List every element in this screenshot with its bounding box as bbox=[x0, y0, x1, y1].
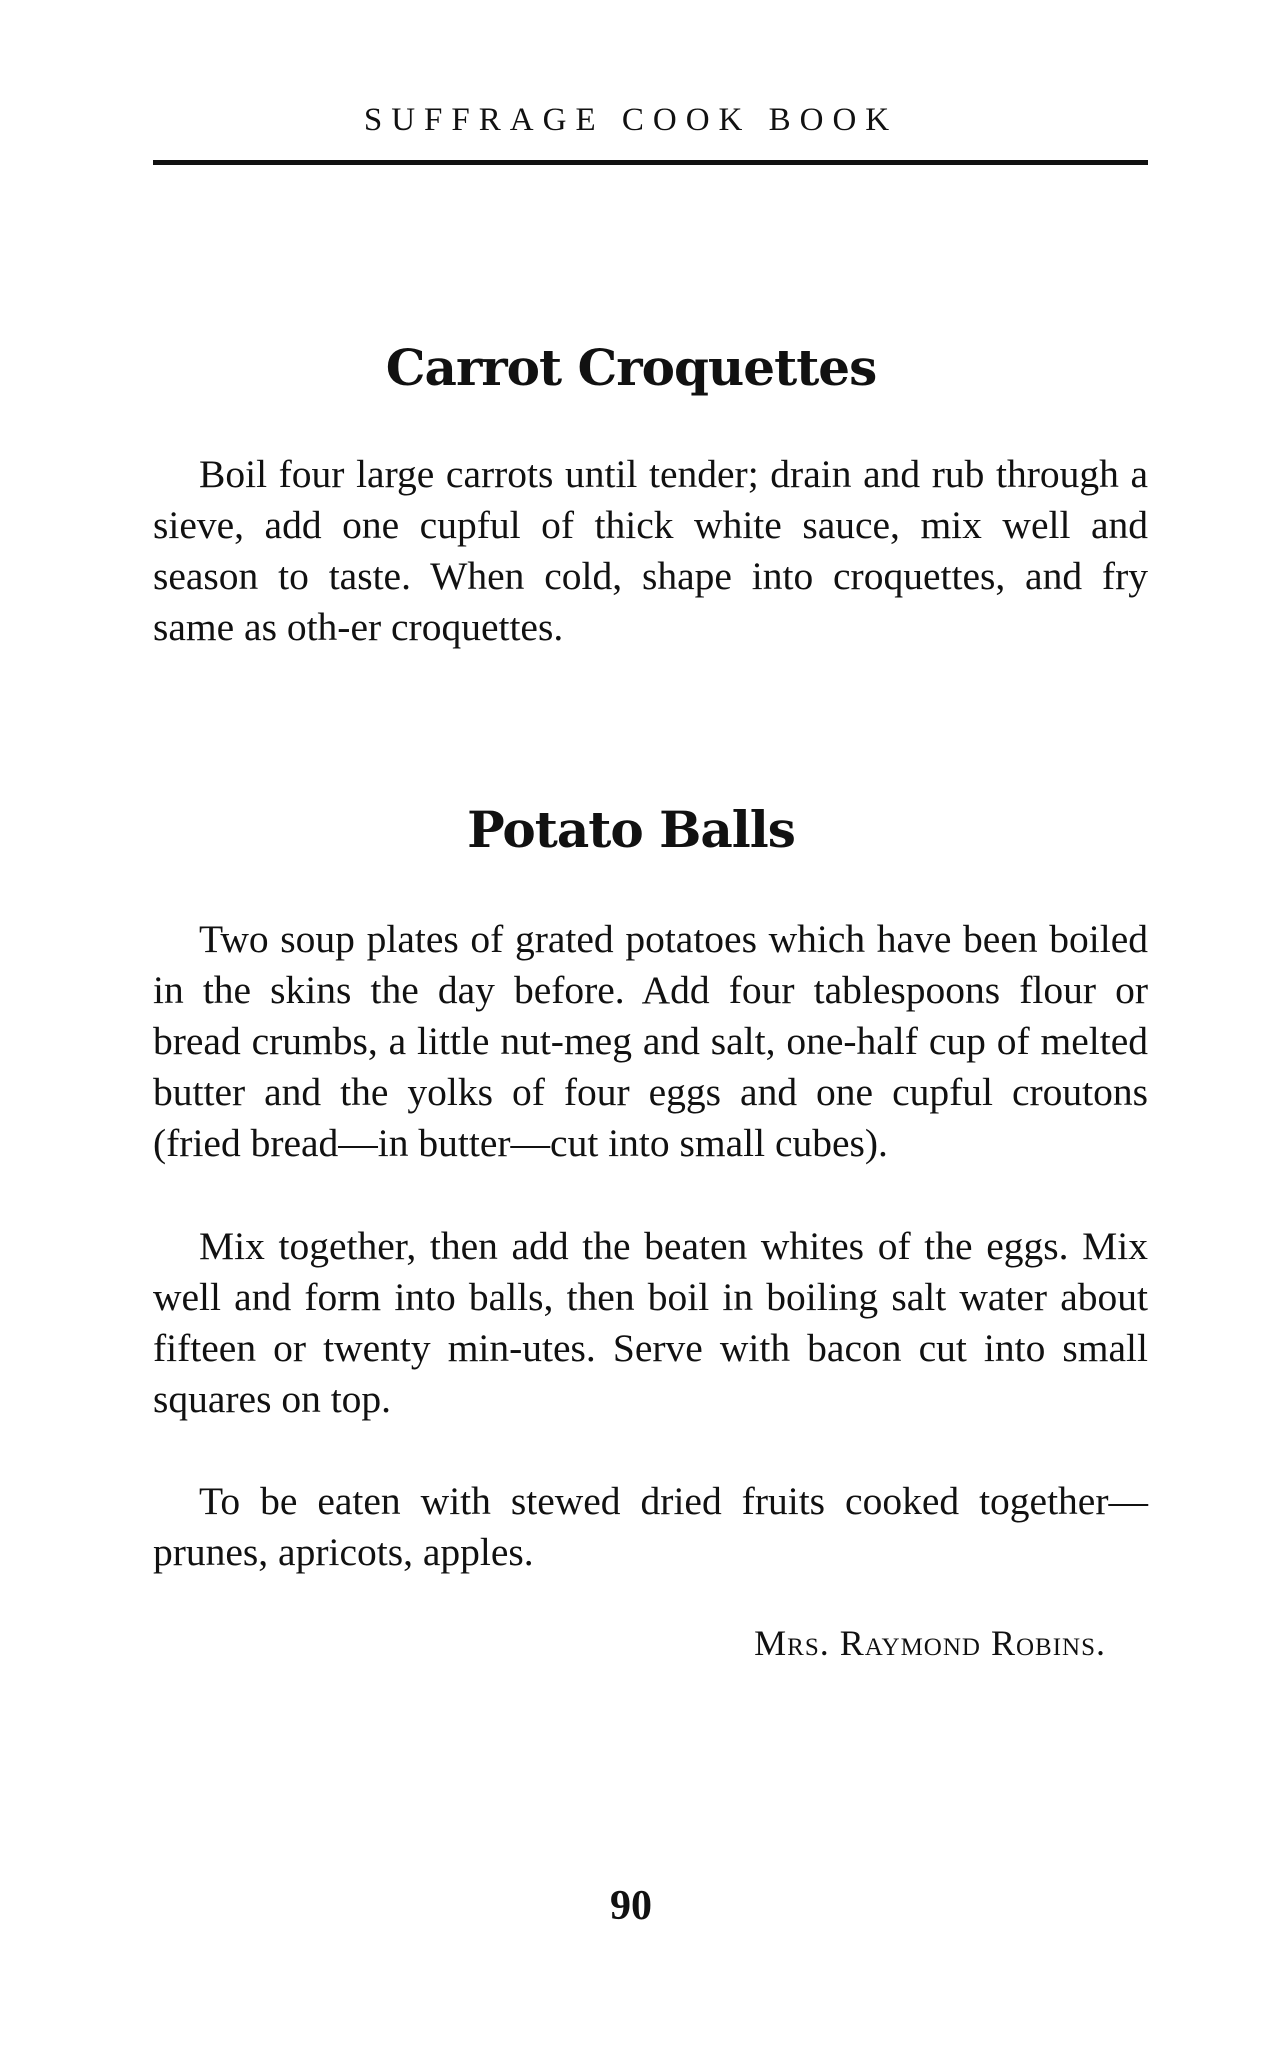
recipe-title-potato-balls: Potato Balls bbox=[467, 800, 795, 859]
recipe-paragraph: Boil four large carrots until tender; drain and rub through a sieve, add one cupful of thick white sauce, mix well and season to taste. When cold, shape into croquettes, and fry same as oth-er croquettes. bbox=[153, 452, 1148, 649]
recipe-paragraph: To be eaten with stewed dried fruits cooked together—prunes, apricots, apples. bbox=[153, 1479, 1148, 1574]
running-head: SUFFRAGE COOK BOOK bbox=[363, 102, 899, 138]
recipe-title-carrot-croquettes: Carrot Croquettes bbox=[385, 338, 877, 397]
page-number: 90 bbox=[610, 1883, 652, 1929]
recipe-attribution: Mrs. Raymond Robins. bbox=[754, 1623, 1106, 1663]
header-rule bbox=[153, 160, 1148, 165]
recipe-paragraph: Mix together, then add the beaten whites of the eggs. Mix well and form into balls, then boil in boiling salt water about fifteen or twenty min-utes. Serve with bacon cut into small squares on top. bbox=[153, 1224, 1148, 1421]
recipe-paragraph: Two soup plates of grated potatoes which have been boiled in the skins the day before. Add four tablespoons flour or bread crumbs, a little nut-meg and salt, one-half cup of melted butter and the yolks of four eggs and one cupful croutons (fried bread—in butter—cut into small cubes). bbox=[153, 917, 1148, 1165]
